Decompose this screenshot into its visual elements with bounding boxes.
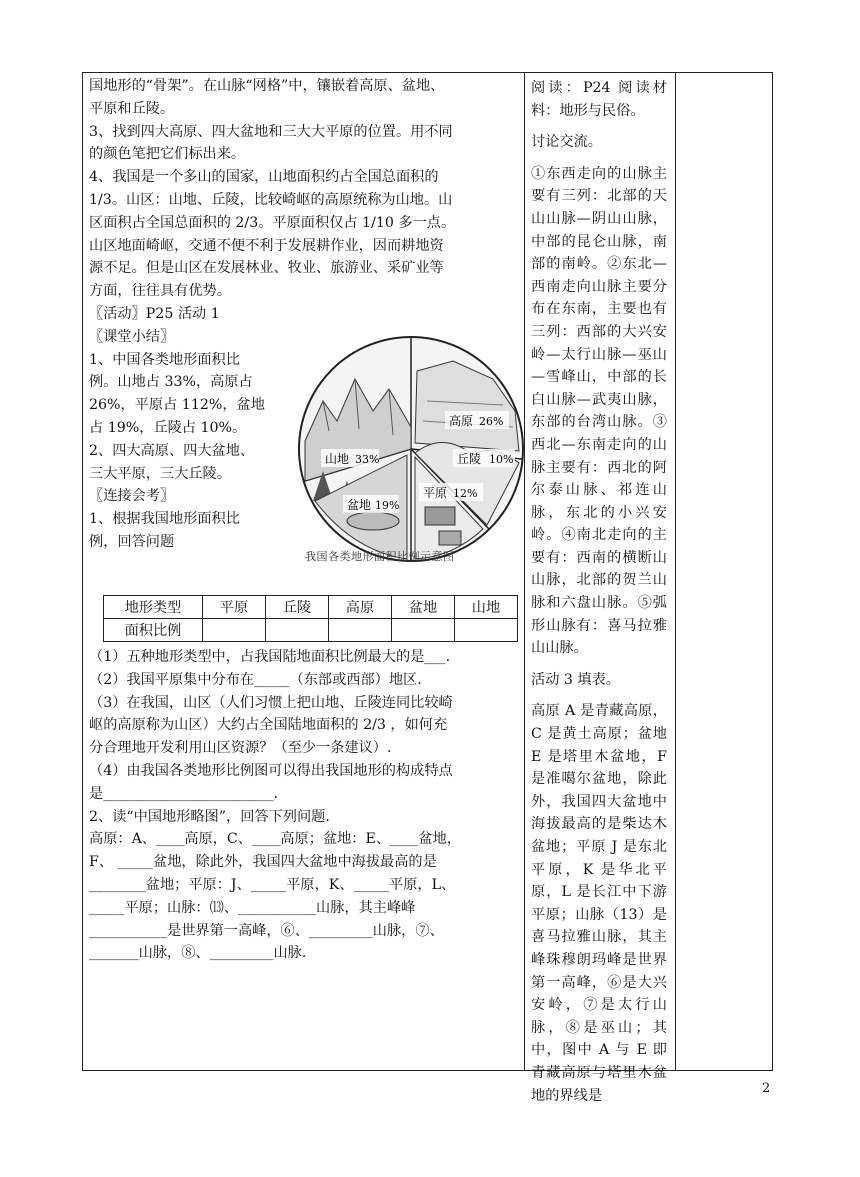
terrain-ratio-table [103, 595, 518, 642]
question-line: 2、读“中国地形略图”，回答下列问题. [89, 808, 330, 825]
label-plain: 平原 [423, 486, 448, 500]
table-cell [203, 619, 266, 642]
table-header-cell: 地形类型 [104, 596, 203, 619]
question-line: （1）五种地形类型中，占我国陆地面积比例最大的是___. [89, 649, 451, 665]
table-header-cell: 高原 [329, 596, 392, 619]
question-line: _____平原；山脉：⒀、___________山脉，其主峰峰 [89, 899, 416, 916]
table-cell [392, 619, 455, 642]
summary-block [89, 303, 289, 554]
question-line: （4）由我国各类地形比例图可以得出我国地形的构成特点 [89, 762, 453, 779]
label-basin: 盆地 [347, 498, 372, 512]
table-cell [455, 619, 518, 642]
side-paragraph: 讨论交流。 [531, 134, 602, 151]
summary-line: 1、中国各类地形面积比 [89, 351, 240, 368]
side-column [531, 77, 667, 1116]
table-row [104, 619, 518, 642]
main-line: 1/3。山区：山地、丘陵，比较崎岖的高原统称为山地。山 [89, 191, 453, 208]
main-line: 的颜色笔把它们标出来。 [89, 146, 246, 163]
terrain-pie-illustration [293, 331, 529, 567]
side-paragraph: 高原 A 是青藏高原，C 是黄土高原；盆地 E 是塔里木盆地，F 是准噶尔盆地，除此外，我国四大盆地中海拔最高的是柴达木盆地；平原 J 是东北平原，K 是华北平原，L 是长江中下游平原；山脉（13）是喜马拉雅山脉，其主峰珠穆朗玛峰是世界第一高峰，⑥是大兴安岭，⑦是太行山脉，⑧是巫山；其中，图中 A 与 E 即青藏高原与塔里木盆地的界线是 [531, 703, 667, 1104]
lesson-table [82, 72, 773, 1104]
question-line: 高原：A、____高原，C、____高原；盆地：E、____盆地， [89, 831, 461, 848]
label-hill: 丘陵 [457, 452, 482, 466]
question-line: 是________________________. [89, 785, 278, 802]
question-line: 岖的高原称为山区）大约占全国陆地面积的 2/3 ，如何充 [89, 717, 448, 734]
label-plateau: 高原 [449, 414, 474, 428]
question-line: 1、根据我国地形面积比 [89, 511, 240, 528]
summary-line: 26%，平原占 112%，盆地 [89, 397, 265, 414]
summary-heading: 〖课堂小结〗 [89, 328, 175, 345]
label-plain-pct: 12% [453, 487, 478, 500]
question-line: （2）我国平原集中分布在_____（东部或西部）地区. [89, 671, 422, 688]
table-cell [266, 619, 329, 642]
label-plateau-pct: 26% [479, 415, 504, 428]
label-mountain: 山地 [325, 452, 350, 466]
summary-line: 例。山地占 33%，高原占 [89, 374, 253, 391]
label-mountain-pct: 33% [355, 453, 380, 466]
summary-line: 三大平原，三大丘陵。 [89, 465, 231, 482]
main-line: 国地形的“骨架”。在山脉“网格”中，镶嵌着高原、盆地、 [89, 78, 445, 94]
page-number: 2 [762, 1081, 771, 1096]
table-header-cell: 平原 [203, 596, 266, 619]
column-divider-2 [675, 73, 676, 1070]
table-header-cell: 盆地 [392, 596, 455, 619]
side-paragraph: 阅读：P24 阅读材料：地形与民俗。 [531, 80, 667, 119]
exam-heading: 〖连接会考〗 [89, 488, 175, 505]
main-line: 平原和丘陵。 [89, 100, 175, 117]
main-line: 4、我国是一个多山的国家，山地面积约占全国总面积的 [89, 169, 439, 186]
question-line: 分合理地开发利用山区资源？（至少一条建议）. [89, 740, 392, 757]
side-paragraph: 活动 3 填表。 [531, 671, 620, 688]
summary-line: 占 19%，丘陵占 10%。 [89, 419, 247, 436]
main-line: 区面积占全国总面积的 2/3。平原面积仅占 1/10 多一点。 [89, 214, 456, 231]
question-line: ________盆地；平原：J、_____平原，K、_____平原，L、 [89, 876, 456, 893]
main-line: 方面，往往具有优势。 [89, 283, 231, 300]
label-basin-pct: 19% [375, 499, 400, 512]
side-paragraph: ①东西走向的山脉主要有三列：北部的天山山脉—阴山山脉，中部的昆仑山脉，南部的南岭。②东北—西南走向山脉主要分布在东南，主要也有三列：西部的大兴安岭—太行山脉—巫山—雪峰山，中部的长白山脉—武夷山脉，东部的台湾山脉。③西北—东南走向的山脉主要有：西北的阿尔泰山脉、祁连山脉，东北的小兴安岭。④南北走向的主要有：西南的横断山山脉，北部的贺兰山脉和六盘山脉。⑤弧形山脉有：喜马拉雅山山脉。 [531, 165, 667, 657]
table-cell: 面积比例 [104, 619, 203, 642]
label-hill-pct: 10% [489, 453, 514, 466]
main-line: 3、找到四大高原、四大盆地和三大大平原的位置。用不同 [89, 123, 453, 140]
main-line: 山区地面崎岖，交通不便不利于发展耕作业，因而耕地资 [89, 237, 444, 254]
question-line: 例，回答问题 [89, 533, 175, 550]
summary-line: 2、四大高原、四大盆地、 [89, 442, 255, 459]
table-header-cell: 山地 [455, 596, 518, 619]
table-header-cell: 丘陵 [266, 596, 329, 619]
question-line: （3）在我国，山区（人们习惯上把山地、丘陵连同比较崎 [89, 694, 453, 711]
question-line: F、 _____盆地，除此外，我国四大盆地中海拔最高的是 [89, 854, 437, 871]
questions-block [89, 646, 519, 965]
question-line: _______山脉，⑧、_________山脉. [89, 945, 307, 962]
question-line: ___________是世界第一高峰，⑥、_________山脉，⑦、 [89, 922, 444, 939]
table-row [104, 596, 518, 619]
table-cell [329, 619, 392, 642]
column-divider-1 [524, 73, 525, 1070]
main-line: 源不足。但是山区在发展林业、牧业、旅游业、采矿业等 [89, 260, 444, 277]
figure-caption: 我国各类地形面积比例示意图 [305, 550, 455, 563]
activity-heading: 〖活动〗P25 活动 1 [89, 305, 220, 322]
